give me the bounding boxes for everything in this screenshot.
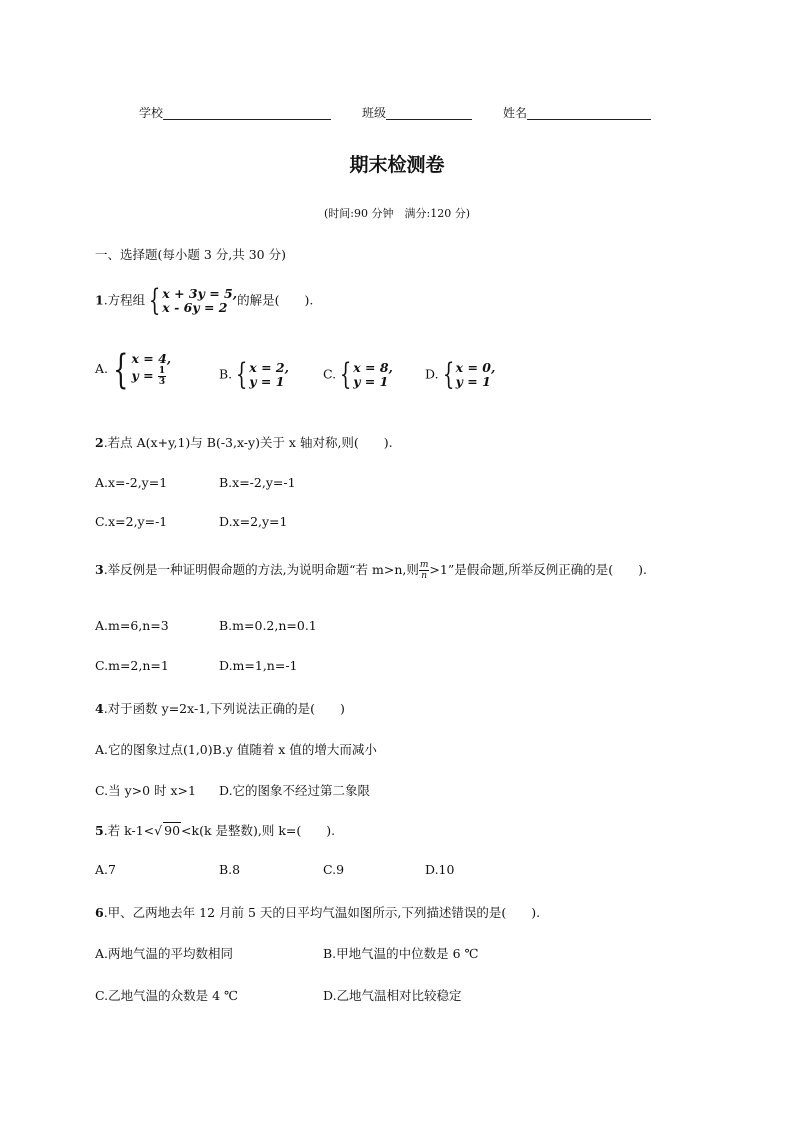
name-label: 姓名	[503, 106, 528, 120]
q6-stem: .甲、乙两地去年 12 月前 5 天的日平均气温如图所示,下列描述错误的是( ).	[103, 905, 541, 920]
q5-stem-b: <k(k 是整数),则 k=( ).	[181, 823, 336, 838]
class-field	[362, 104, 472, 121]
brace-symbol: {	[339, 357, 352, 392]
fraction-numerator: 1	[158, 366, 166, 376]
option-label: C.	[323, 366, 337, 382]
option-label: A.	[95, 361, 109, 376]
q3-option-b[interactable]: B.m=0.2,n=0.1	[219, 618, 317, 633]
name-blank	[527, 105, 651, 120]
q2-stem: .若点 A(x+y,1)与 B(-3,x-y)关于 x 轴对称,则( ).	[103, 435, 393, 450]
option-system	[456, 361, 496, 389]
q4-option-ab[interactable]: A.它的图象过点(1,0)B.y 值随着 x 值的增大而减小	[95, 742, 377, 757]
brace-symbol: {	[235, 357, 248, 392]
q4-option-d[interactable]: D.它的图象不经过第二象限	[219, 783, 371, 798]
q3-option-c[interactable]: C.m=2,n=1	[95, 658, 169, 673]
q5-stem-a: .若 k-1<	[103, 823, 155, 838]
sqrt-sign: √	[154, 823, 163, 838]
question-2	[95, 433, 393, 451]
q1-number: 1	[95, 292, 104, 308]
q3-option-a[interactable]: A.m=6,n=3	[95, 618, 169, 633]
q1-eq2: x - 6y = 2	[162, 300, 228, 315]
option-line-2: y = 1	[455, 374, 491, 389]
school-blank	[163, 105, 331, 120]
q5-option-d[interactable]: D.10	[425, 862, 455, 877]
page-subtitle: (时间:90 分钟 满分:120 分)	[324, 207, 470, 220]
question-6	[95, 903, 540, 921]
q1-option-b[interactable]	[219, 357, 289, 392]
page-title: 期末检测卷	[349, 154, 445, 176]
fraction	[158, 366, 166, 387]
q1-system	[162, 287, 237, 315]
option-line-2-text: y =	[131, 368, 158, 383]
class-blank	[386, 105, 472, 120]
fraction	[419, 560, 430, 581]
brace-symbol: {	[113, 346, 129, 393]
fraction-denominator: n	[421, 571, 428, 581]
q6-option-a[interactable]: A.两地气温的平均数相同	[95, 946, 234, 961]
question-3	[95, 560, 647, 581]
q1-eq1: x + 3y = 5,	[162, 286, 238, 301]
option-label: B.	[219, 366, 233, 382]
q3-stem-b: >1”是假命题,所举反例正确的是( ).	[429, 562, 647, 577]
q1-option-d[interactable]	[425, 357, 496, 392]
fraction-numerator: m	[419, 560, 429, 570]
q6-number: 6	[95, 905, 104, 920]
option-line-1: x = 4,	[131, 351, 172, 366]
name-field	[503, 104, 651, 121]
q3-number: 3	[95, 562, 104, 577]
q5-option-b[interactable]: B.8	[219, 862, 241, 877]
q1-stem-post: 的解是( ).	[237, 292, 314, 308]
q4-number: 4	[95, 701, 104, 716]
q2-option-a[interactable]: A.x=-2,y=1	[95, 475, 168, 490]
fraction-denominator: 3	[158, 377, 166, 387]
question-5	[95, 821, 335, 839]
q6-option-b[interactable]: B.甲地气温的中位数是 6 ℃	[323, 946, 479, 961]
brace-symbol: {	[442, 357, 454, 392]
q5-option-a[interactable]: A.7	[95, 862, 116, 877]
option-system	[249, 361, 289, 389]
q6-option-d[interactable]: D.乙地气温相对比较稳定	[323, 988, 462, 1003]
q2-number: 2	[95, 435, 104, 450]
option-line-1: x = 8,	[353, 360, 393, 375]
option-label: D.	[425, 366, 439, 382]
option-system	[353, 361, 393, 389]
radicand: 90	[164, 823, 181, 838]
option-system	[131, 352, 171, 387]
q5-option-c[interactable]: C.9	[323, 862, 345, 877]
q2-option-b[interactable]: B.x=-2,y=-1	[219, 475, 296, 490]
q6-option-c[interactable]: C.乙地气温的众数是 4 ℃	[95, 988, 238, 1003]
school-field	[139, 104, 331, 121]
school-label: 学校	[139, 106, 164, 120]
option-line-2: y = 1	[249, 374, 285, 389]
q4-option-c[interactable]: C.当 y>0 时 x>1	[95, 783, 196, 798]
option-line-2	[131, 366, 171, 387]
class-label: 班级	[362, 106, 387, 120]
question-4	[95, 699, 345, 717]
q4-stem: .对于函数 y=2x-1,下列说法正确的是( )	[103, 701, 345, 716]
q3-stem-a: .举反例是一种证明假命题的方法,为说明命题“若 m>n,则	[103, 562, 419, 577]
question-1	[95, 283, 314, 318]
q5-number: 5	[95, 823, 104, 838]
q1-option-c[interactable]	[323, 357, 393, 392]
q2-option-c[interactable]: C.x=2,y=-1	[95, 514, 168, 529]
q1-option-a[interactable]	[95, 346, 172, 393]
option-line-2: y = 1	[353, 374, 389, 389]
option-line-1: x = 2,	[249, 360, 289, 375]
brace-symbol: {	[149, 283, 161, 318]
q2-option-d[interactable]: D.x=2,y=1	[219, 514, 288, 529]
option-line-1: x = 0,	[455, 360, 496, 375]
q1-stem-pre: .方程组	[103, 292, 146, 308]
section-heading: 一、选择题(每小题 3 分,共 30 分)	[95, 247, 286, 262]
q3-option-d[interactable]: D.m=1,n=-1	[219, 658, 298, 673]
